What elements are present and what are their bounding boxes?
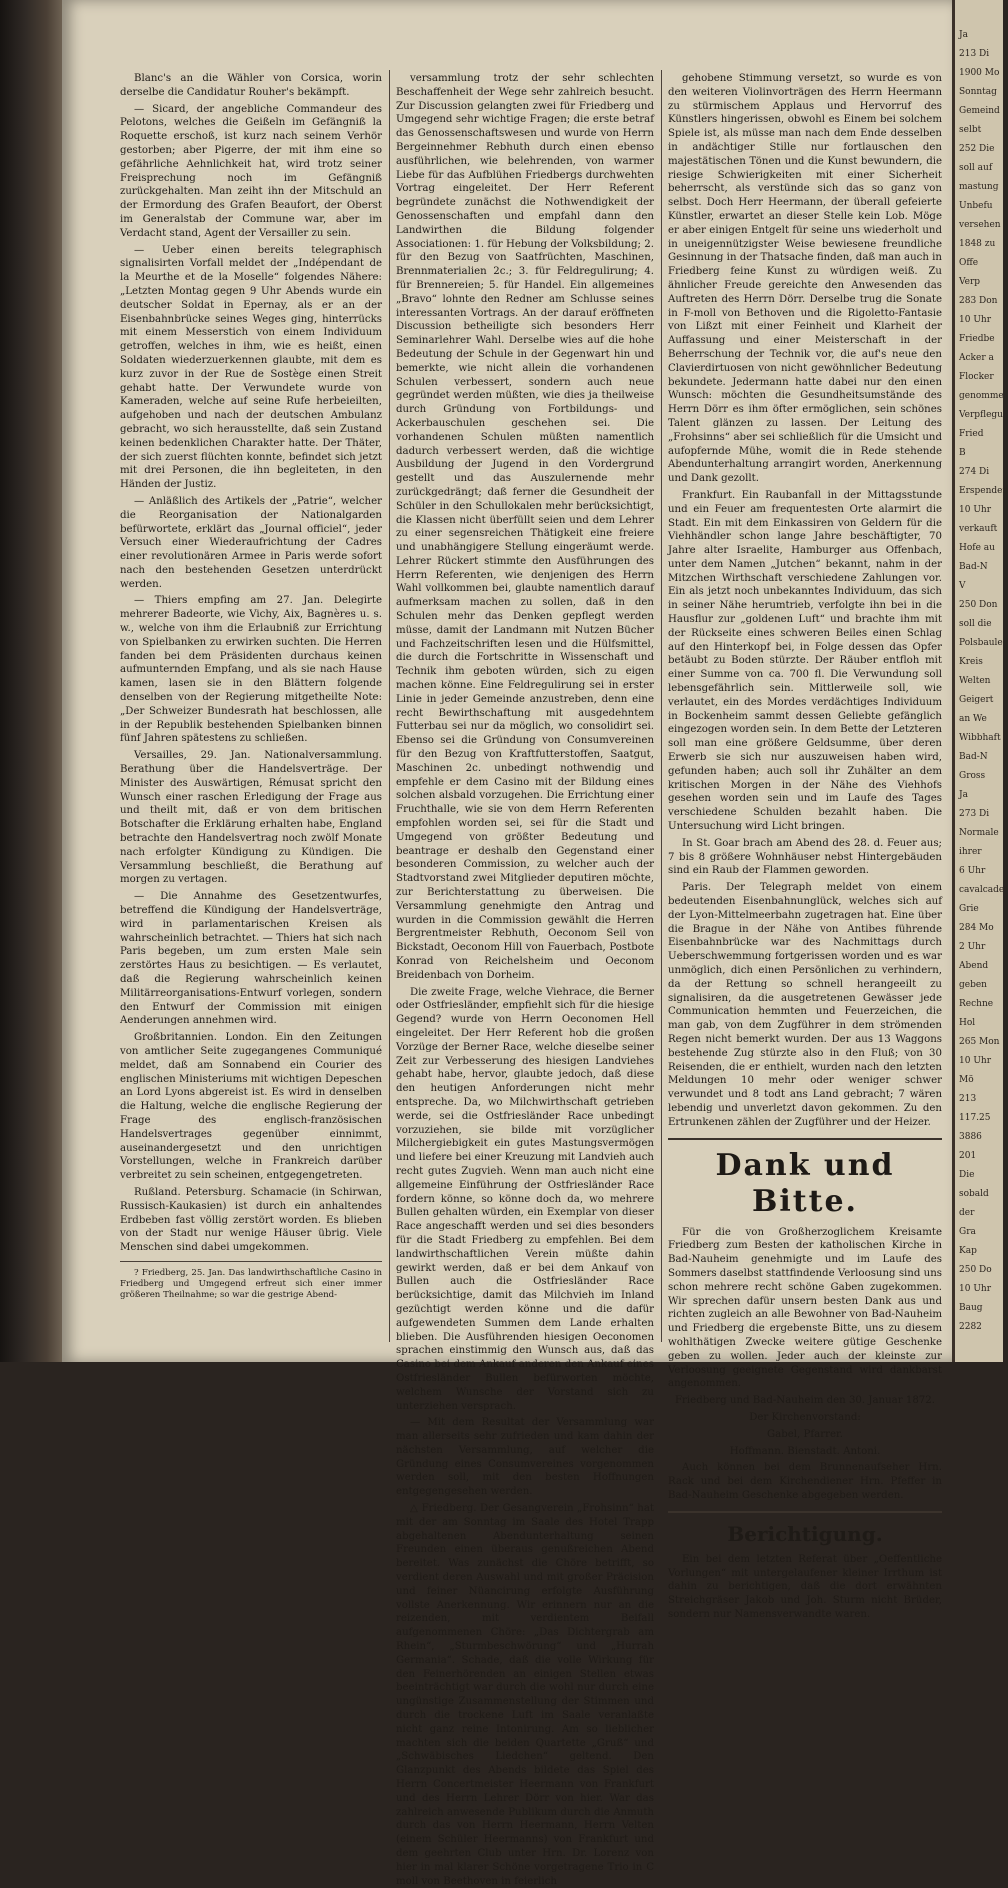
article-paragraph: — Ueber einen bereits telegraphisch signalisirten Vorfall meldet der „Indépendant de la Meurthe et de la Moselle“ folgendes Nähere: „Letzten Montag gegen 9 Uhr Abends wurde ein deutscher Soldat in Epernay, als er an der Eisenbahnbrücke seines Weges ging, hinterrücks mit einem Messerstich von einem Individuum getroffen, welches in ihm, wie es heißt, einen Soldaten wiederzuerkennen glaubte, mit dem es kurz zuvor in der Rue de Sostège einen Streit gehabt hatte. Der Verwundete wurde von Kameraden, welche auf seine Rufe herbeieilten, aufgehoben und nach der deutschen Ambulanz gebracht, wo sich herausstellte, daß sein Zustand keinen bedenklichen Charakter hatte. Der Thäter, der sich zuerst flüchten konnte, befindet sich jetzt mit drei Personen, die ihn begleiteten, in den Händen der Justiz. — [120, 244, 382, 491]
article-paragraph: Die zweite Frage, welche Viehrace, die Berner oder Ostfriesländer, empfiehlt sich für die hiesige Gegend? wurde von Herrn Oeconomen Hell eingeleitet. Der Herr Referent hob die großen Vorzüge der Berner Race, welche dieselbe seiner Zeit zur Verbesserung des hiesigen Landviehes gehabt habe, hervor, glaubte jedoch, daß diese den heutigen Anforderungen nicht mehr entspreche. Da, wo Milchwirthschaft getrieben werde, sei die Ostfriesländer Race unbedingt vorzuziehen, sie bilde mit vorzüglicher Milchergiebigkeit ein gutes Mastungsvermögen und liefere bei einer Kreuzung mit Landvieh auch recht gutes Zugvieh. Wenn man auch nicht eine allgemeine Einführung der Ostfriesländer Race fordern könne, so könne doch da, wo mehrere Bullen gehalten würden, ein Exemplar von dieser Race angeschafft werden und sei dies besonders für die Stadt Friedberg zu empfehlen. Bei dem landwirthschaftlichen Verein müßte dahin gewirkt werden, daß er bei dem Ankauf von Bullen auch die Ostfriesländer Race berücksichtige, damit das Milchvieh im Inland gezüchtigt werden könne und die dafür aufgewendeten Summen dem Lande erhalten blieben. Die Ausführenden hiesigen Oeconomen sprachen einstimmig den Wunsch aus, daß das Casino bei dem Ankauf anderen den Ankauf eines Ostfriesländer Bullen befürworten möchte, welchem Wunsche der Vorstand sich zu unterziehen versprach. — [396, 986, 654, 1412]
book-binding — [0, 0, 62, 1362]
adjacent-page-fragment: Normale — [959, 828, 999, 838]
adjacent-page-fragment: 250 Do — [959, 1265, 992, 1275]
adjacent-page-fragment: 6 Uhr — [959, 866, 986, 876]
adjacent-page-fragment: cavalcade — [959, 885, 1005, 895]
article-paragraph: △ Friedberg. Der Gesangverein „Frohsinn“ hat mit der am Sonntag im Saale des Hotel Trapp abgehaltenen Abendunterhaltung seinen Freunden einen überaus genußreichen Abend bereitet. Was zunächst die Chöre betrifft, so verdient deren Auswahl und mit großer Präcision und feiner Nüancirung erfolgte Ausführung vollste Anerkennung. Wir erinnern nur an die reizenden, mit verdientem Beifall aufgenommenen Chöre: „Das Dichtergrab am Rhein“, „Sturmbeschwörung“ und „Hurrah Germania“. Schade, daß die volle Wirkung für den Feinerhörenden an einigen Stellen etwas beeinträchtigt war durch die wohl nur durch eine ungünstige Zusammenstellung der Stimmen und durch die trockene Luft im Saale veranlaßte nicht ganz reine Intonirung. Am so lieblicher machten sich die beiden Quartette „Gruß“ und „Schwäbisches Liedchen“ geltend. Den Glanzpunkt des Abends bildete das Spiel des Herrn Concertmeister Heermann von Frankfurt und des Herrn Lehrer Dörr von hier. War das zahlreich anwesende Publikum durch die Anmuth durch das von Herrn Heermann, Herrn Velten (einem Schüler Heermanns) von Frankfurt und dem geehrten Club unter Hrn. Dr. Lorenz von hier in mal klarer Schöne vorgetragene Trio in C moll von Beethoven in feierlich — [396, 1503, 654, 1887]
article-paragraph: Großbritannien. London. Ein den Zeitungen von amtlicher Seite zugegangenes Communiqué meldet, daß am Sonnabend ein Courier des englischen Ministeriums mit wichtigen Depeschen an Lord Lyons abgereist ist. Es wird in denselben die Haltung, welche die englische Regierung der Frage des englisch-französischen Handelsvertrages gegenüber einnimmt, auseinandergesetzt und den unrichtigen Vorstellungen, welche in Frankreich darüber verbreitet zu sein scheinen, entgegengetreten. — [120, 1032, 382, 1182]
article-paragraph: Paris. Der Telegraph meldet von einem bedeutenden Eisenbahnunglück, welches sich auf der Lyon-Mittelmeerbahn zugetragen hat. Eine über die Brague in der Nähe von Antibes führende Eisenbahnbrücke war des Nachmittags durch Ueberschwemmung fortgerissen worden und es war unmöglich, dich einen Persönlichen zu verhindern, da der Rettung so schnell herangeeilt zu signalisiren, da die ausgetretenen Gewässer jede Communication hemmten und Feuerzeichen, die man gab, von dem Zugführer in dem strömenden Regen nicht bemerkt wurden. Der aus 13 Waggons bestehende Zug stürzte also in den Fluß; von 30 Reisenden, die er enthielt, wurden nach den letzten Meldungen 10 mehr oder weniger schwer verwundet und 8 todt ans Land gebracht; 7 wären lebendig und unverletzt davon gekommen. Zu den Ertrunkenen zählen der Zugführer und der Heizer. — [668, 882, 942, 1128]
column-3 — [668, 72, 942, 1620]
adjacent-page-fragment: 252 Die — [959, 144, 995, 154]
adjacent-page-fragment: Friedbe — [959, 334, 995, 344]
article-paragraph: — Anläßlich des Artikels der „Patrie“, welcher die Reorganisation der Nationalgarden befürwortete, erklärt das „Journal officiel“, jeder Versuch einer Wiederaufrichtung der Cadres einer revolutionären Armee in Paris werde sofort nach den bestehenden Gesetzen unterdrückt werden. — [120, 495, 382, 590]
adjacent-page-fragment: Hofe au — [959, 543, 995, 553]
column-rule-1 — [389, 70, 390, 1342]
adjacent-page-fragment: 283 Don — [959, 296, 998, 306]
adjacent-page-fragment: Polsbaule — [959, 638, 1003, 648]
adjacent-page-fragment: genomme — [959, 391, 1004, 401]
adjacent-page-fragment: Kap — [959, 1246, 977, 1256]
adjacent-page-fragment: Unbefu — [959, 201, 993, 211]
adjacent-page-fragment: Ja — [959, 30, 968, 40]
adjacent-page-fragment: Erspenden — [959, 486, 1008, 496]
article-paragraph: In St. Goar brach am Abend des 28. d. Feuer aus; 7 bis 8 größere Wohnhäuser nebst Hintergebäuden sind ein Raub der Flammen geworden. — [668, 837, 942, 877]
adjacent-page-fragment: B — [959, 448, 966, 458]
adjacent-page-fragment: 1900 Mo — [959, 68, 1000, 78]
adjacent-page-fragment: 213 Di — [959, 49, 990, 59]
adjacent-page-fragment: 10 Uhr — [959, 315, 991, 325]
adjacent-page-fragment: Die — [959, 1170, 975, 1180]
adjacent-page-fragment: 284 Mo — [959, 923, 994, 933]
adjacent-page-fragment: soll die — [959, 619, 992, 629]
adjacent-page-fragment: Welten — [959, 676, 991, 686]
adjacent-page-fragment: Wibbhaft — [959, 733, 1001, 743]
adjacent-page-edge — [952, 0, 1008, 1362]
divider — [668, 1511, 942, 1513]
adjacent-page-fragment: Abend — [959, 961, 989, 971]
article-paragraph: — Sicard, der angebliche Commandeur des Pelotons, welches die Geißeln im Gefängniß la Roquette erschoß, ist kurz nach seinem Verhör gestorben; aber Pigerre, der mit ihm eine so gefährliche Aehnlichkeit hat, wird trotz seiner Freisprechung noch im Gefängniß zurückgehalten. Man zeiht ihn der Mitschuld an der Ermordung des Grafen Beaufort, der Oberst im Generalstab der Commune war, aber im Verdacht stand, Agent der Versailler zu sein. — [120, 103, 382, 239]
adjacent-page-fragment: Bad-N — [959, 562, 988, 572]
adjacent-page-fragment: Rechne — [959, 999, 994, 1009]
adjacent-page-fragment: Gra — [959, 1227, 976, 1237]
adjacent-page-fragment: 2 Uhr — [959, 942, 986, 952]
adjacent-page-fragment: Ja — [959, 790, 968, 800]
adjacent-page-fragment: Acker a — [959, 353, 994, 363]
adjacent-page-fragment: geben — [959, 980, 987, 990]
adjacent-page-fragment: 117.25 — [959, 1113, 991, 1123]
adjacent-page-fragment: selbt — [959, 125, 982, 135]
adjacent-page-fragment: soll auf — [959, 163, 993, 173]
column-rule-2 — [661, 70, 662, 1342]
notice-title: Dank und Bitte. — [715, 1147, 895, 1219]
adjacent-page-fragment: 265 Mon — [959, 1037, 1000, 1047]
adjacent-page-fragment: 10 Uhr — [959, 1056, 991, 1066]
adjacent-page-fragment: Gemeind — [959, 106, 1000, 116]
adjacent-page-fragment: verkauft — [959, 524, 998, 534]
notice-body: Für die von Großherzoglichem Kreisamte Friedberg zum Besten der katholischen Kirche in Bad-Nauheim genehmigte und im Laufe des Sommers daselbst stattfindende Verloosung sind uns schon mehrere recht schöne Gaben zugekommen. Wir sprechen dafür unsern besten Dank aus und richten zugleich an alle Bewohner von Bad-Nauheim und Friedberg die ergebenste Bitte, uns zu diesem wohlthätigen Zwecke weitere gütige Geschenke geben zu wollen. Jeder auch der kleinste zur Verloosung geeignete Gegenstand wird dankbarst angenommen. — [668, 1226, 942, 1390]
notice-date: Friedberg und Bad-Nauheim den 30. Januar 1872. — [674, 1395, 936, 1407]
article-paragraph: — Die Annahme des Gesetzentwurfes, betreffend die Kündigung der Handelsverträge, wird in parlamentarischen Kreisen als wahrscheinlich betrachtet. — Thiers hat sich nach Paris begeben, um zum ersten Male sein zerstörtes Haus zu besichtigen. — Es verlautet, daß die Regierung wahrscheinlich keinen Militärreorganisations-Entwurf vorlegen, sondern den Entwurf der Commission mit einigen Aenderungen annehmen wird. — [120, 891, 382, 1027]
adjacent-page-fragment: Gross — [959, 771, 986, 781]
local-news-footnote: ? Friedberg, 25. Jan. Das landwirthschaftliche Casino in Friedberg und Umgegend erfreut sich einer immer größeren Theilnahme; so war die gestrige Abend- — [120, 1267, 382, 1300]
article-paragraph: Blanc's an die Wähler von Corsica, worin derselbe die Candidatur Rouher's bekämpft. — [120, 73, 382, 98]
notice-signatory: Gabel, Pfarrer. — [767, 1428, 843, 1440]
adjacent-page-fragment: 3886 — [959, 1132, 982, 1142]
divider — [668, 1138, 942, 1140]
article-paragraph: gehobene Stimmung versetzt, so wurde es von den weiteren Violinvorträgen des Herrn Heermann zu stürmischem Applaus und Hervorruf des Künstlers hingerissen, obwohl es Einem bei solchem Spiele ist, als müsse man nach dem Ende desselben in andächtiger Stille nur fortlauschen den majestätischen Tönen und die Kunst bewundern, die riesige Schwierigkeiten mit einer Sicherheit beherrscht, als verstünde sich das so ganz von selbst. Doch Herr Heermann, der überall gefeierte Künstler, erwartet an dieser Stelle kein Lob. Möge er aber einigen Entgelt für seine uns wiederholt und in uneigennützigster Weise bewiesene freundliche Gesinnung in der Thatsache finden, daß man auch in Friedberg feine Kunst zu würdigen weiß. Zu ähnlicher Freude gereichte den Anwesenden das Auftreten des Herrn Dörr. Derselbe trug die Sonate in F-moll von Bethoven und die Rigoletto-Fantasie von Lißzt mit einer Feinheit und Klarheit der Auffassung und einer Meisterschaft in der Beherrschung der Technik vor, die auf's neue den Clavierdirtuosen von nicht gewöhnlicher Bedeutung bekundete. Jedermann hatte dabei nur den einen Wunsch: möchten die Gesundheitsumstände des Herrn Dörr es ihm öfter ermöglichen, sein schönes Talent glänzen zu lassen. Der Leitung des „Frohsinns“ aber sei schließlich für die Umsicht und aufopfernde Mühe, womit die in Rede stehende Abendunterhaltung arrangirt worden, Anerkennung und Dank gezollt. — [668, 73, 942, 485]
adjacent-page-fragment: Mö — [959, 1075, 974, 1085]
adjacent-page-fragment: der — [959, 1208, 975, 1218]
adjacent-page-fragment: sobald — [959, 1189, 989, 1199]
adjacent-page-fragment: 213 — [959, 1094, 977, 1104]
notice-signatories: Hoffmann. Bienstadt. Antoni. — [729, 1445, 881, 1457]
adjacent-page-fragment: versehen — [959, 220, 1001, 230]
adjacent-page-fragment: 274 Di — [959, 467, 990, 477]
adjacent-page-fragment: 250 Don — [959, 600, 998, 610]
article-paragraph: Versailles, 29. Jan. Nationalversammlung. Berathung über die Handelsverträge. Der Minister des Auswärtigen, Rémusat spricht den Wunsch einer raschen Erledigung der Frage aus und theilt mit, daß er von dem britischen Botschafter die Erklärung erhalten habe, England betrachte den Handelsvertrag noch zwölf Monate nach erfolgter Kündigung zu Kündigen. Die Versammlung beschließt, die Berathung auf morgen zu vertagen. — [120, 750, 382, 886]
notice-extra: Auch können bei dem Brunnenaufseher Hrn. Rack und bei dem Kirchendiener Hrn. Pfeffer in Bad-Nauheim Geschenke abgegeben werden. — [668, 1462, 942, 1501]
adjacent-page-fragment: Geigert — [959, 695, 994, 705]
adjacent-page-fragment: Offe — [959, 258, 979, 268]
divider — [120, 1261, 382, 1262]
adjacent-page-fragment: 2282 — [959, 1322, 982, 1332]
correction-body: Ein bei dem letzten Referat über „Oeffentliche Vorlungen“ mit untergelaufener kleiner Irrthum ist dahin zu berichtigen, daß die dort erwähnten Streichgräser Jakob und Joh. Sturm nicht Brüder, sondern nur Namensverwandte waren. — [668, 1553, 942, 1620]
adjacent-page-fragment: mastung — [959, 182, 999, 192]
column-1 — [120, 72, 382, 1340]
adjacent-page-fragment: Baug — [959, 1303, 983, 1313]
adjacent-page-fragment: 201 — [959, 1151, 977, 1161]
adjacent-page-fragment: Kreis — [959, 657, 983, 667]
adjacent-page-fragment: Flocker — [959, 372, 994, 382]
article-paragraph: Rußland. Petersburg. Schamacie (in Schirwan, Russisch-Kaukasien) ist durch ein anhaltendes Erdbeben fast völlig zerstört worden. Es blieben von der Stadt nur wenige Häuser übrig. Viele Menschen sind dabei umgekommen. — [120, 1186, 382, 1254]
notice-board: Der Kirchenvorstand: — [749, 1411, 861, 1423]
adjacent-page-fragment: Grie — [959, 904, 979, 914]
adjacent-page-fragment: 273 Di — [959, 809, 990, 819]
article-paragraph: versammlung trotz der sehr schlechten Beschaffenheit der Wege sehr zahlreich besucht. Zur Discussion gelangten zwei für Friedberg und Umgegend sehr wichtige Fragen; die erste betraf das Genossenschaftswesen und wurde von Herrn Bergeinnehmer Rebhuth durch einen ebenso ausführlichen, wie belehrenden, von warmer Liebe für das Aufblühen Friedbergs durchwehten Vortrag eingeleitet. Der Herr Referent begründete zunächst die Nothwendigkeit der Genossenschaften und empfahl dann den Landwirthen die Bildung folgender Associationen: 1. für Hebung der Volksbildung; 2. für den Bezug von Saatfrüchten, Maschinen, Brennmaterialien 2c.; 3. für Feldregulirung; 4. für Brennereien; 5. für Handel. Ein allgemeines „Bravo“ lohnte den Redner am Schlusse seines interessanten Vortrags. An der darauf eröffneten Discussion betheiligte sich besonders Herr Seminarlehrer Wahl. Derselbe wies auf die hohe Bedeutung der Schule in der Gegenwart hin und bemerkte, wie nicht allein die vorhandenen Schulen verbessert, sondern auch neue gegründet werden müßten, wie dies ja theilweise durch Gründung von Fortbildungs- und Ackerbauschulen geschehen sei. Die vorhandenen Schulen müßten namentlich dadurch verbessert werden, daß die wichtige Ausbildung der Jugend in den Vordergrund gestellt und das Auszulernende mehr zurückgedrängt; daß ferner die Gesundheit der Schüler in den Schullokalen mehr berücksichtigt, die Klassen nicht überfüllt seien und dem Lehrer zu einer segensreichen Thätigkeit eine freiere und unabhängigere Stellung eingeräumt werde. Lehrer Rückert stimmte den Ausführungen des Herrn Referenten, wie denjenigen des Herrn Wahl vollkommen bei, glaubte namentlich darauf aufmerksam machen zu sollen, daß in den Schulen mehr das Denken gepflegt werden müsse, damit der Landmann mit Nutzen Bücher und Fachzeitschriften lesen und die Hülfsmittel, die durch die Fortschritte in Wissenschaft und Technik ihm geboten würden, sich zu eigen machen könne. Eine Feldregulirung sei in erster Linie in jeder Gemeinde anzustreben, denn eine recht Bewirthschaftung mit ausgedehntem Futterbau sei nur da möglich, wo consolidirt sei. Ebenso sei die Gründung von Consumvereinen für den Bezug von Kraftfutterstoffen, Saatgut, Maschinen 2c. unbedingt nothwendig und empfehle er dem Casino mit der Bildung eines solchen alsbald vorzugehen. Die Errichtung einer Fruchthalle, wie sie von dem Herrn Referenten empfohlen worden sei, sei für die Stadt und Umgegend von größter Bedeutung und beantrage er deshalb den Gegenstand einer besonderen Commission, zu welcher auch der Stadtvorstand zwei Mitglieder deputiren möchte, zur Berichterstattung zu überweisen. Die Versammlung genehmigte den Antrag und wurden in die Commission gewählt die Herren Bergrentmeister Rebhuth, Oeconom Seil von Bickstadt, Oeconom Hill von Fauerbach, Postbote Konrad von Reichelsheim und Oeconom Breidenbach von Dorheim. — [396, 73, 654, 981]
adjacent-page-fragment: Hol — [959, 1018, 976, 1028]
adjacent-page-fragment: Verpflegu — [959, 410, 1003, 420]
adjacent-page-fragment: 10 Uhr — [959, 1284, 991, 1294]
column-2 — [396, 72, 654, 1887]
adjacent-page-fragment: 10 Uhr — [959, 505, 991, 515]
article-paragraph: — Thiers empfing am 27. Jan. Delegirte mehrerer Badeorte, wie Vichy, Aix, Bagnères u. s. w., welche von ihm die Erlaubniß zur Errichtung von Spielbanken zu erwirken suchten. Die Herren fanden bei dem Präsidenten durchaus keinen aufmunternden Empfang, und als sie nach Hause kamen, lasen sie in den Blättern folgende denselben von der Regierung mitgetheilte Note: „Der Schweizer Bundesrath hat beschlossen, alle in der Republik bestehenden Spielbanken binnen fünf Jahren spätestens zu schließen. — [120, 595, 382, 745]
article-paragraph: — Mit dem Resultat der Versammlung war man allerseits sehr zufrieden und kam dahin der nächsten Versammlung, auf welcher die Gründung eines Consumvereines vorgenommen werden soll, mit den besten Hoffnungen entgegengesehen werden. — [396, 1417, 654, 1498]
article-paragraph: Frankfurt. Ein Raubanfall in der Mittagsstunde und ein Feuer am frequentesten Orte alarmirt die Stadt. Ein mit dem Einkassiren von Geldern für die Viehhändler schon lange Jahre beschäftigter, 70 Jahre alter Israelite, Hamburger aus Offenbach, unter dem Namen „Jutchen“ bekannt, nahm in der Mitzchen Wirthschaft verschiedene Zahlungen vor. Ein als jetzt noch unbekanntes Individuum, das sich in seiner Nähe herumtrieb, verfolgte ihn bei in die Hausflur zur „goldenen Luft“ und brachte ihm mit der Rückseite eines schweren Beiles einen Schlag auf den Hinterkopf bei, in Folge dessen das Opfer betäubt zu Boden stürzte. Der Räuber entfloh mit einer Summe von ca. 700 fl. Die Verwundung soll lebensgefährlich sein. Mittlerweile soll, wie verlautet, ein des Mordes verdächtiges Individuum in Bockenheim sammt dessen Geliebte gefänglich eingezogen worden sein. In dem Bette der Letzteren soll man eine größere Geldsumme, über deren Erwerb sie sich nur auszuweisen haben wird, gefunden haben; auch soll ihr Zuhälter an dem kritischen Morgen in der Nähe des Viehhofs gesehen worden sein und im Laufe des Tages verschiedene Schulden bezahlt haben. Die Untersuchung wird Licht bringen. — [668, 489, 942, 833]
adjacent-page-fragment: ihrer — [959, 847, 982, 857]
adjacent-page-fragment: Verp — [959, 277, 981, 287]
adjacent-page-fragment: 1848 zu — [959, 239, 996, 249]
adjacent-page-fragment: Fried — [959, 429, 984, 439]
adjacent-page-fragment: V — [959, 581, 966, 591]
adjacent-page-fragment: Sonntag — [959, 87, 997, 97]
correction-title: Berichtigung. — [727, 1521, 883, 1546]
adjacent-page-fragment: Bad-N — [959, 752, 988, 762]
adjacent-page-fragment: an We — [959, 714, 987, 724]
